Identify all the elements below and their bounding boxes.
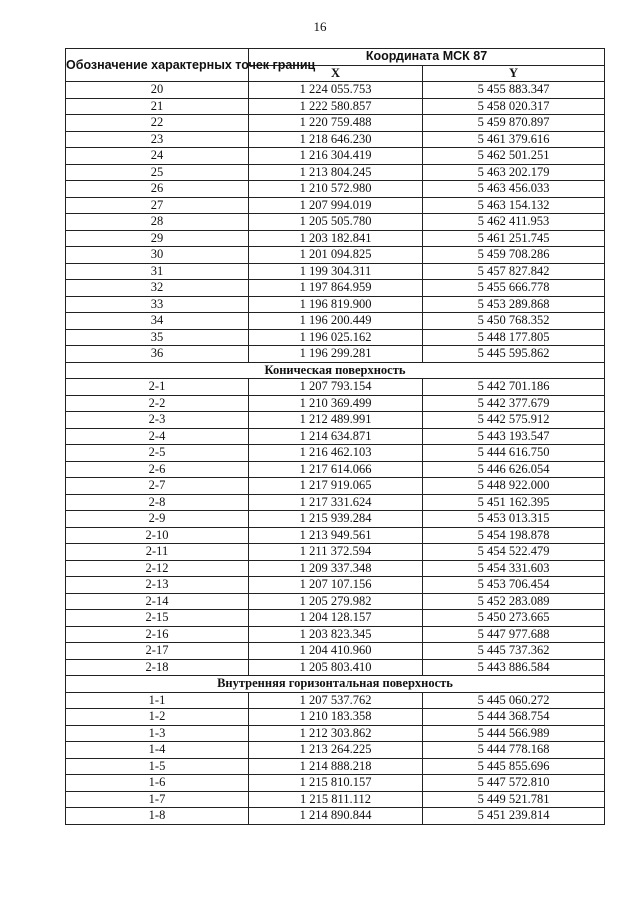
section-row [66, 676, 605, 693]
y-cell: 5 442 377.679 [423, 395, 605, 412]
x-cell: 1 214 890.844 [249, 808, 423, 825]
x-cell: 1 215 811.112 [249, 791, 423, 808]
point-cell: 2-7 [66, 478, 249, 495]
x-cell: 1 218 646.230 [249, 131, 423, 148]
table-row [66, 115, 605, 132]
table-row [66, 280, 605, 297]
x-cell: 1 215 810.157 [249, 775, 423, 792]
x-cell: 1 196 025.162 [249, 329, 423, 346]
point-cell: 32 [66, 280, 249, 297]
x-cell: 1 210 183.358 [249, 709, 423, 726]
point-cell: 34 [66, 313, 249, 330]
x-cell: 1 210 572.980 [249, 181, 423, 198]
table-row [66, 775, 605, 792]
x-cell: 1 216 462.103 [249, 445, 423, 462]
y-cell: 5 455 666.778 [423, 280, 605, 297]
point-cell: 1-2 [66, 709, 249, 726]
y-cell: 5 445 060.272 [423, 692, 605, 709]
point-cell: 28 [66, 214, 249, 231]
y-cell: 5 453 289.868 [423, 296, 605, 313]
y-cell: 5 445 737.362 [423, 643, 605, 660]
point-cell: 2-16 [66, 626, 249, 643]
y-cell: 5 454 331.603 [423, 560, 605, 577]
y-cell: 5 447 572.810 [423, 775, 605, 792]
point-cell: 20 [66, 82, 249, 99]
y-cell: 5 450 273.665 [423, 610, 605, 627]
y-cell: 5 462 501.251 [423, 148, 605, 165]
table-row [66, 461, 605, 478]
table-row [66, 478, 605, 495]
table-row [66, 395, 605, 412]
header-x: X [249, 65, 423, 82]
table-row [66, 263, 605, 280]
section-title: Коническая поверхность [66, 362, 605, 379]
point-cell: 2-15 [66, 610, 249, 627]
x-cell: 1 217 331.624 [249, 494, 423, 511]
table-row [66, 577, 605, 594]
y-cell: 5 457 827.842 [423, 263, 605, 280]
x-cell: 1 213 264.225 [249, 742, 423, 759]
point-cell: 31 [66, 263, 249, 280]
x-cell: 1 212 489.991 [249, 412, 423, 429]
table-row [66, 560, 605, 577]
table-row [66, 643, 605, 660]
y-cell: 5 463 154.132 [423, 197, 605, 214]
point-cell: 1-8 [66, 808, 249, 825]
x-cell: 1 224 055.753 [249, 82, 423, 99]
point-cell: 2-11 [66, 544, 249, 561]
table-body [66, 82, 605, 825]
table-row [66, 131, 605, 148]
y-cell: 5 462 411.953 [423, 214, 605, 231]
x-cell: 1 203 823.345 [249, 626, 423, 643]
table-row [66, 329, 605, 346]
table-row [66, 82, 605, 99]
y-cell: 5 463 456.033 [423, 181, 605, 198]
y-cell: 5 454 198.878 [423, 527, 605, 544]
point-cell: 2-5 [66, 445, 249, 462]
x-cell: 1 213 804.245 [249, 164, 423, 181]
table-row [66, 511, 605, 528]
y-cell: 5 458 020.317 [423, 98, 605, 115]
point-cell: 27 [66, 197, 249, 214]
y-cell: 5 459 708.286 [423, 247, 605, 264]
table-row [66, 758, 605, 775]
y-cell: 5 455 883.347 [423, 82, 605, 99]
point-cell: 2-3 [66, 412, 249, 429]
x-cell: 1 215 939.284 [249, 511, 423, 528]
y-cell: 5 448 177.805 [423, 329, 605, 346]
x-cell: 1 213 949.561 [249, 527, 423, 544]
section-title: Внутренняя горизонтальная поверхность [66, 676, 605, 693]
header-point-label: Обозначение характерных точек границ [66, 49, 249, 82]
point-cell: 22 [66, 115, 249, 132]
point-cell: 2-17 [66, 643, 249, 660]
point-cell: 25 [66, 164, 249, 181]
point-cell: 2-2 [66, 395, 249, 412]
page-number: 16 [313, 19, 327, 34]
x-cell: 1 222 580.857 [249, 98, 423, 115]
x-cell: 1 205 803.410 [249, 659, 423, 676]
table-row [66, 296, 605, 313]
table-row [66, 445, 605, 462]
x-cell: 1 207 537.762 [249, 692, 423, 709]
header-coordinate-system: Координата МСК 87 [249, 49, 605, 66]
y-cell: 5 448 922.000 [423, 478, 605, 495]
point-cell: 2-14 [66, 593, 249, 610]
x-cell: 1 203 182.841 [249, 230, 423, 247]
x-cell: 1 204 410.960 [249, 643, 423, 660]
point-cell: 1-6 [66, 775, 249, 792]
x-cell: 1 205 505.780 [249, 214, 423, 231]
y-cell: 5 445 595.862 [423, 346, 605, 363]
y-cell: 5 443 886.584 [423, 659, 605, 676]
x-cell: 1 211 372.594 [249, 544, 423, 561]
x-cell: 1 201 094.825 [249, 247, 423, 264]
section-row [66, 362, 605, 379]
y-cell: 5 451 239.814 [423, 808, 605, 825]
x-cell: 1 197 864.959 [249, 280, 423, 297]
point-cell: 2-6 [66, 461, 249, 478]
point-cell: 33 [66, 296, 249, 313]
x-cell: 1 212 303.862 [249, 725, 423, 742]
table-row [66, 98, 605, 115]
table-row [66, 379, 605, 396]
table-row [66, 742, 605, 759]
table-row [66, 610, 605, 627]
point-cell: 30 [66, 247, 249, 264]
point-cell: 1-4 [66, 742, 249, 759]
y-cell: 5 445 855.696 [423, 758, 605, 775]
y-cell: 5 449 521.781 [423, 791, 605, 808]
y-cell: 5 463 202.179 [423, 164, 605, 181]
coordinates-table [65, 48, 605, 825]
y-cell: 5 446 626.054 [423, 461, 605, 478]
point-cell: 1-7 [66, 791, 249, 808]
point-cell: 36 [66, 346, 249, 363]
point-cell: 2-4 [66, 428, 249, 445]
table-row [66, 247, 605, 264]
table-row [66, 197, 605, 214]
x-cell: 1 214 634.871 [249, 428, 423, 445]
x-cell: 1 214 888.218 [249, 758, 423, 775]
table-row [66, 181, 605, 198]
y-cell: 5 454 522.479 [423, 544, 605, 561]
y-cell: 5 451 162.395 [423, 494, 605, 511]
point-cell: 2-18 [66, 659, 249, 676]
y-cell: 5 452 283.089 [423, 593, 605, 610]
x-cell: 1 204 128.157 [249, 610, 423, 627]
point-cell: 1-1 [66, 692, 249, 709]
x-cell: 1 205 279.982 [249, 593, 423, 610]
point-cell: 2-10 [66, 527, 249, 544]
point-cell: 2-8 [66, 494, 249, 511]
point-cell: 2-12 [66, 560, 249, 577]
y-cell: 5 443 193.547 [423, 428, 605, 445]
point-cell: 26 [66, 181, 249, 198]
y-cell: 5 442 701.186 [423, 379, 605, 396]
table-row [66, 214, 605, 231]
table-row [66, 148, 605, 165]
table-row [66, 791, 605, 808]
y-cell: 5 461 251.745 [423, 230, 605, 247]
y-cell: 5 461 379.616 [423, 131, 605, 148]
x-cell: 1 210 369.499 [249, 395, 423, 412]
y-cell: 5 444 616.750 [423, 445, 605, 462]
point-cell: 29 [66, 230, 249, 247]
y-cell: 5 450 768.352 [423, 313, 605, 330]
table-row [66, 527, 605, 544]
point-cell: 23 [66, 131, 249, 148]
table-row [66, 659, 605, 676]
x-cell: 1 196 819.900 [249, 296, 423, 313]
point-cell: 2-1 [66, 379, 249, 396]
table-row [66, 709, 605, 726]
table-row [66, 164, 605, 181]
table-row [66, 725, 605, 742]
table-row [66, 313, 605, 330]
y-cell: 5 442 575.912 [423, 412, 605, 429]
y-cell: 5 453 706.454 [423, 577, 605, 594]
x-cell: 1 196 200.449 [249, 313, 423, 330]
point-cell: 24 [66, 148, 249, 165]
table-row [66, 593, 605, 610]
table-row [66, 808, 605, 825]
table-row [66, 494, 605, 511]
y-cell: 5 459 870.897 [423, 115, 605, 132]
x-cell: 1 217 919.065 [249, 478, 423, 495]
point-cell: 1-5 [66, 758, 249, 775]
point-cell: 2-9 [66, 511, 249, 528]
x-cell: 1 199 304.311 [249, 263, 423, 280]
x-cell: 1 196 299.281 [249, 346, 423, 363]
x-cell: 1 220 759.488 [249, 115, 423, 132]
table-row [66, 428, 605, 445]
table-row [66, 626, 605, 643]
point-cell: 35 [66, 329, 249, 346]
point-cell: 1-3 [66, 725, 249, 742]
table-row [66, 544, 605, 561]
x-cell: 1 207 107.156 [249, 577, 423, 594]
y-cell: 5 444 566.989 [423, 725, 605, 742]
y-cell: 5 447 977.688 [423, 626, 605, 643]
header-y: Y [423, 65, 605, 82]
table-row [66, 346, 605, 363]
x-cell: 1 207 793.154 [249, 379, 423, 396]
x-cell: 1 217 614.066 [249, 461, 423, 478]
y-cell: 5 444 778.168 [423, 742, 605, 759]
y-cell: 5 453 013.315 [423, 511, 605, 528]
table-row [66, 692, 605, 709]
x-cell: 1 216 304.419 [249, 148, 423, 165]
table-row [66, 412, 605, 429]
x-cell: 1 209 337.348 [249, 560, 423, 577]
table-row [66, 230, 605, 247]
y-cell: 5 444 368.754 [423, 709, 605, 726]
x-cell: 1 207 994.019 [249, 197, 423, 214]
point-cell: 2-13 [66, 577, 249, 594]
point-cell: 21 [66, 98, 249, 115]
